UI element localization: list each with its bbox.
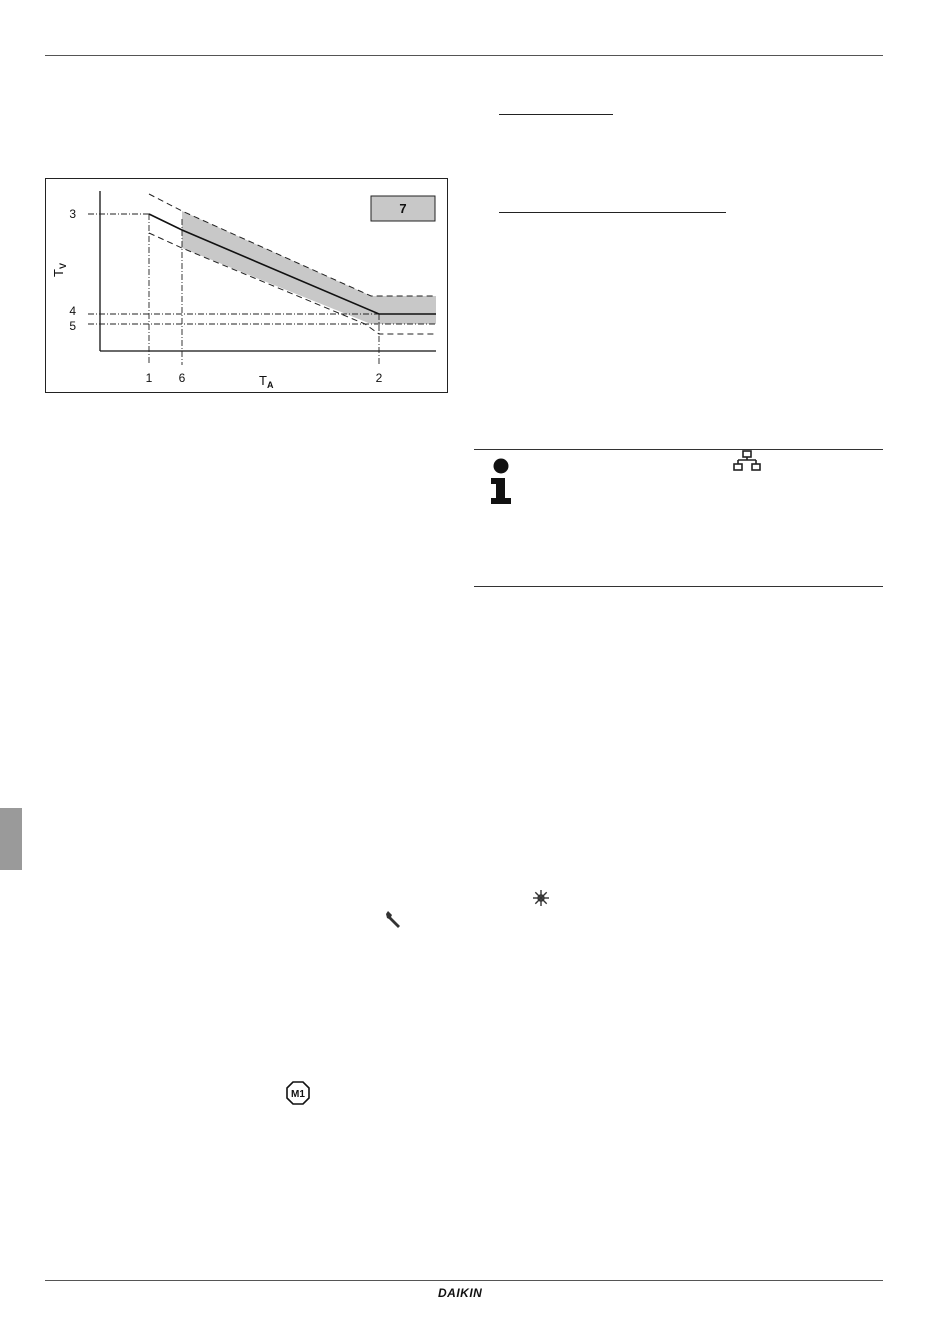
note-bottom-rule <box>474 586 883 587</box>
x-tick-label: 2 <box>375 371 383 385</box>
wrench-icon <box>385 909 403 934</box>
y-axis-label: $T_V$ <box>51 263 68 277</box>
heading-underline-1 <box>499 114 613 115</box>
svg-text:M1: M1 <box>291 1089 305 1100</box>
x-tick-label: 6 <box>178 371 186 385</box>
y-tick-label: 4 <box>69 304 76 318</box>
x-tick-label: 1 <box>145 371 153 385</box>
heading-underline-2 <box>499 212 726 213</box>
m1-badge-icon <box>286 1081 310 1110</box>
chart-svg <box>46 179 447 392</box>
note-top-rule <box>474 449 883 450</box>
y-tick-label: 3 <box>69 207 76 221</box>
tolerance-band <box>182 211 436 324</box>
brand-logo: DAIKIN <box>438 1286 483 1300</box>
network-icon <box>732 450 762 477</box>
side-tab <box>0 808 22 870</box>
footer-rule <box>45 1280 883 1281</box>
legend-box-label: 7 <box>399 201 407 216</box>
x-axis-label: $T_A$ <box>259 373 274 390</box>
header-rule <box>45 55 883 56</box>
y-tick-label: 5 <box>69 319 76 333</box>
chart-figure <box>45 178 448 393</box>
info-icon <box>485 458 517 511</box>
snowflake-icon <box>532 889 550 912</box>
